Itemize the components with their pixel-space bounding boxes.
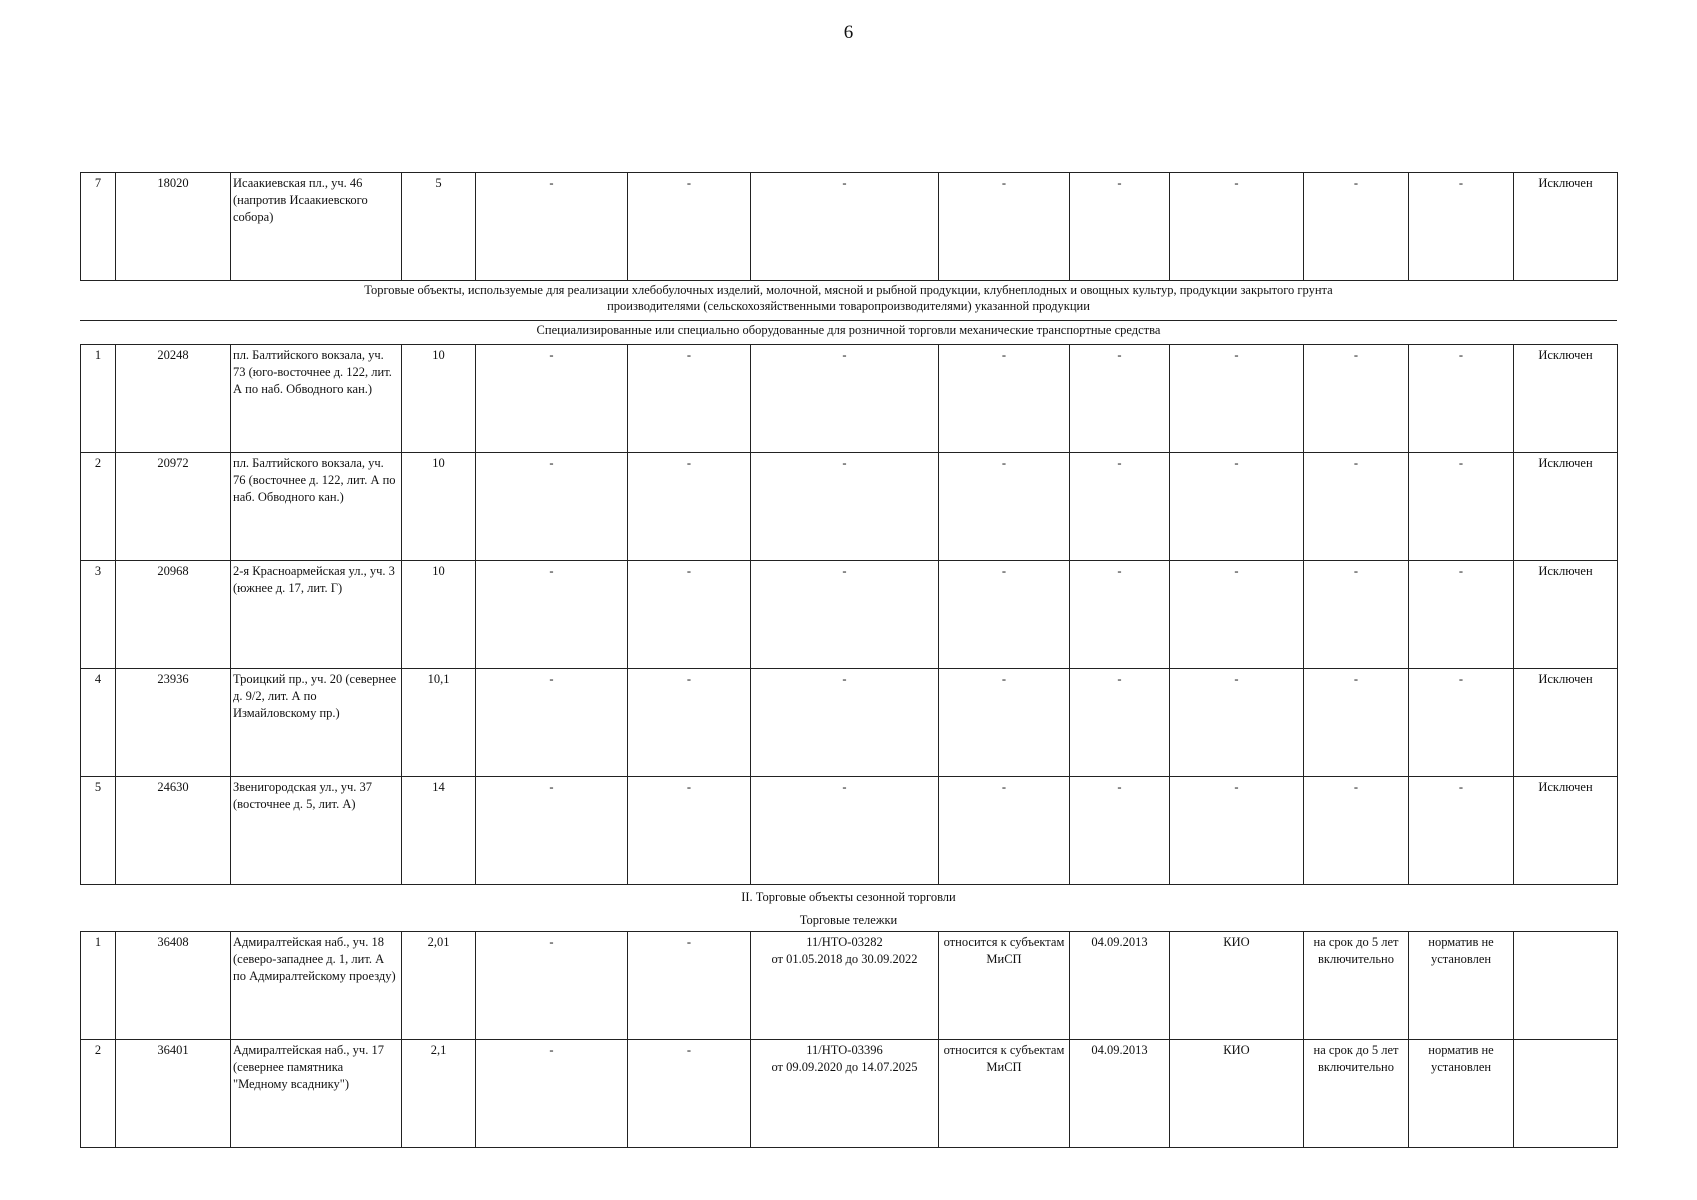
cell-col10: - <box>1170 453 1304 561</box>
page-number: 6 <box>843 22 854 43</box>
cell-col12: - <box>1409 345 1514 453</box>
cell-col8: относится к субъектам МиСП <box>939 932 1070 1040</box>
cell-col6: - <box>628 669 751 777</box>
contract-number: 11/НТО-03396 <box>806 1043 883 1057</box>
cell-id: 20968 <box>116 561 231 669</box>
table-row <box>81 345 1618 453</box>
cell-col8: - <box>939 173 1070 281</box>
cell-num: 7 <box>81 173 116 281</box>
cell-col10: - <box>1170 561 1304 669</box>
cell-col9: 04.09.2013 <box>1070 1040 1170 1148</box>
cell-col9: 04.09.2013 <box>1070 932 1170 1040</box>
cell-col11: - <box>1304 777 1409 885</box>
divider <box>80 320 1617 321</box>
cell-id: 18020 <box>116 173 231 281</box>
cell-status: Исключен <box>1514 453 1618 561</box>
cell-status <box>1514 1040 1618 1148</box>
cell-col10: - <box>1170 345 1304 453</box>
cell-col12: - <box>1409 669 1514 777</box>
cell-col10: - <box>1170 777 1304 885</box>
cell-col10: - <box>1170 669 1304 777</box>
cell-id: 24630 <box>116 777 231 885</box>
cell-address: 2-я Красноармейская ул., уч. 3 (южнее д. 17, лит. Г) <box>231 561 402 669</box>
table-row <box>81 561 1618 669</box>
cell-col5: - <box>476 1040 628 1148</box>
cell-col9: - <box>1070 345 1170 453</box>
cell-area: 10 <box>402 453 476 561</box>
cell-id: 36408 <box>116 932 231 1040</box>
cell-col11: - <box>1304 561 1409 669</box>
cell-col8: - <box>939 453 1070 561</box>
cell-col6: - <box>628 777 751 885</box>
cell-col9: - <box>1070 777 1170 885</box>
cell-col12: - <box>1409 561 1514 669</box>
cell-col12: - <box>1409 173 1514 281</box>
cell-id: 23936 <box>116 669 231 777</box>
cell-num: 1 <box>81 932 116 1040</box>
cell-address: пл. Балтийского вокзала, уч. 76 (восточнее д. 122, лит. А по наб. Обводного кан.) <box>231 453 402 561</box>
cell-status: Исключен <box>1514 345 1618 453</box>
cell-col9: - <box>1070 453 1170 561</box>
table-row <box>81 1040 1618 1148</box>
cell-col6: - <box>628 932 751 1040</box>
cell-col6: - <box>628 453 751 561</box>
cell-area: 10,1 <box>402 669 476 777</box>
cell-address: пл. Балтийского вокзала, уч. 73 (юго-восточнее д. 122, лит. А по наб. Обводного кан.) <box>231 345 402 453</box>
cell-col8: относится к субъектам МиСП <box>939 1040 1070 1148</box>
cell-status <box>1514 932 1618 1040</box>
cell-col5: - <box>476 777 628 885</box>
cell-area: 14 <box>402 777 476 885</box>
cell-col11: - <box>1304 345 1409 453</box>
cell-address: Адмиралтейская наб., уч. 17 (севернее памятника "Медному всаднику") <box>231 1040 402 1148</box>
cell-num: 2 <box>81 1040 116 1148</box>
cell-col12: - <box>1409 777 1514 885</box>
cell-area: 2,1 <box>402 1040 476 1148</box>
table-row <box>81 932 1618 1040</box>
cell-address: Адмиралтейская наб., уч. 18 (северо-западнее д. 1, лит. А по Адмиралтейскому проезду) <box>231 932 402 1040</box>
cell-area: 10 <box>402 561 476 669</box>
cell-col8: - <box>939 669 1070 777</box>
cell-col8: - <box>939 561 1070 669</box>
table-row <box>81 173 1618 281</box>
table-block-1 <box>80 172 1618 281</box>
cell-contract <box>751 1040 939 1148</box>
cell-id: 36401 <box>116 1040 231 1148</box>
table-row <box>81 669 1618 777</box>
cell-num: 5 <box>81 777 116 885</box>
cell-col5: - <box>476 561 628 669</box>
cell-col5: - <box>476 453 628 561</box>
cell-num: 1 <box>81 345 116 453</box>
cell-col10: КИО <box>1170 932 1304 1040</box>
cell-col8: - <box>939 777 1070 885</box>
section-heading-seasonal: II. Торговые объекты сезонной торговли <box>741 890 956 904</box>
cell-col9: - <box>1070 669 1170 777</box>
cell-area: 10 <box>402 345 476 453</box>
cell-col9: - <box>1070 173 1170 281</box>
cell-status: Исключен <box>1514 561 1618 669</box>
cell-area: 5 <box>402 173 476 281</box>
cell-address: Исаакиевская пл., уч. 46 (напротив Исаакиевского собора) <box>231 173 402 281</box>
cell-col7: - <box>751 345 939 453</box>
cell-col5: - <box>476 932 628 1040</box>
cell-col5: - <box>476 669 628 777</box>
cell-status: Исключен <box>1514 669 1618 777</box>
cell-id: 20972 <box>116 453 231 561</box>
cell-col6: - <box>628 345 751 453</box>
cell-address: Звенигородская ул., уч. 37 (восточнее д. 5, лит. А) <box>231 777 402 885</box>
cell-col10: - <box>1170 173 1304 281</box>
cell-col5: - <box>476 345 628 453</box>
cell-id: 20248 <box>116 345 231 453</box>
cell-col6: - <box>628 561 751 669</box>
section-heading-vehicles: Специализированные или специально оборудованные для розничной торговли механические транспортные средства <box>536 323 1161 337</box>
cell-col11: - <box>1304 173 1409 281</box>
cell-status: Исключен <box>1514 173 1618 281</box>
cell-col12: норматив не установлен <box>1409 1040 1514 1148</box>
cell-num: 2 <box>81 453 116 561</box>
cell-status: Исключен <box>1514 777 1618 885</box>
cell-num: 4 <box>81 669 116 777</box>
table-row <box>81 453 1618 561</box>
cell-area: 2,01 <box>402 932 476 1040</box>
cell-col7: - <box>751 173 939 281</box>
cell-col8: - <box>939 345 1070 453</box>
cell-col11: - <box>1304 453 1409 561</box>
table-block-2 <box>80 344 1618 885</box>
table-block-3 <box>80 931 1618 1148</box>
cell-col7: - <box>751 669 939 777</box>
cell-col9: - <box>1070 561 1170 669</box>
cell-col10: КИО <box>1170 1040 1304 1148</box>
cell-num: 3 <box>81 561 116 669</box>
cell-col5: - <box>476 173 628 281</box>
cell-address: Троицкий пр., уч. 20 (севернее д. 9/2, лит. А по Измайловскому пр.) <box>231 669 402 777</box>
section-heading-products: Торговые объекты, используемые для реализации хлебобулочных изделий, молочной, мясной и рыбной продукции, клубнеплодных и овощных культур, продукции закрытого грунта производителями (сельскохозяйственными товаропроизводителями) указанной продукции <box>364 283 1333 313</box>
contract-number: 11/НТО-03282 <box>806 935 883 949</box>
contract-period: от 09.09.2020 до 14.07.2025 <box>771 1060 918 1074</box>
cell-col11: на срок до 5 лет включительно <box>1304 932 1409 1040</box>
cell-contract <box>751 932 939 1040</box>
cell-col12: - <box>1409 453 1514 561</box>
cell-col6: - <box>628 173 751 281</box>
contract-period: от 01.05.2018 до 30.09.2022 <box>771 952 918 966</box>
cell-col11: на срок до 5 лет включительно <box>1304 1040 1409 1148</box>
cell-col11: - <box>1304 669 1409 777</box>
table-row <box>81 777 1618 885</box>
section-heading-carts: Торговые тележки <box>799 913 898 927</box>
cell-col7: - <box>751 777 939 885</box>
cell-col12: норматив не установлен <box>1409 932 1514 1040</box>
cell-col7: - <box>751 453 939 561</box>
cell-col6: - <box>628 1040 751 1148</box>
cell-col7: - <box>751 561 939 669</box>
